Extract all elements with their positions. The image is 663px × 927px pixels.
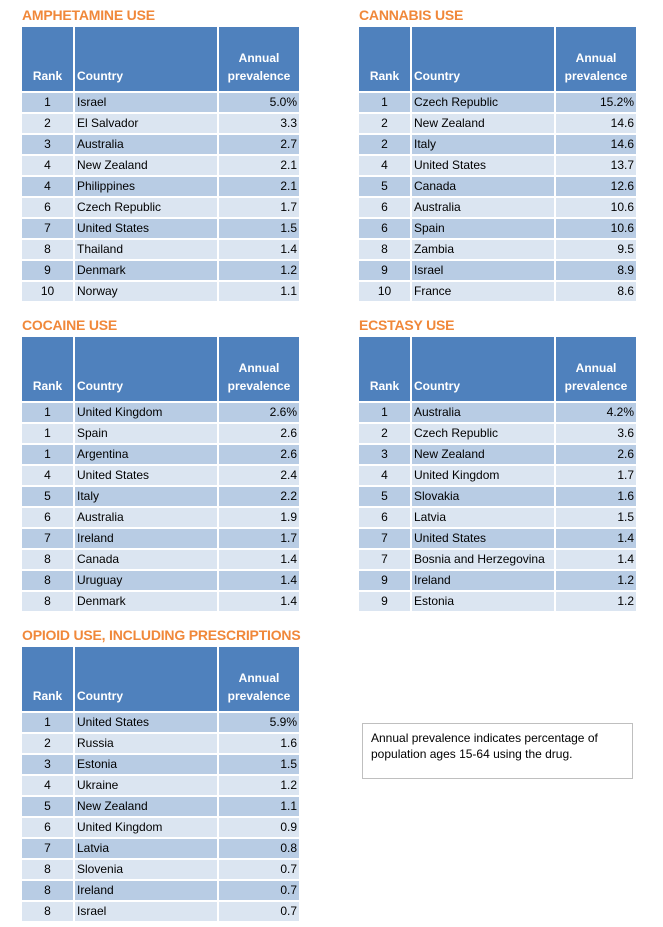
table-row xyxy=(22,592,299,611)
country-cell: Australia xyxy=(412,403,554,422)
rank-cell: 3 xyxy=(359,445,410,464)
table-row xyxy=(22,571,299,590)
rank-cell: 7 xyxy=(359,550,410,569)
prevalence-header-line1: Annual xyxy=(238,51,280,65)
table-row xyxy=(22,487,299,506)
table-title: AMPHETAMINE USE xyxy=(22,7,155,23)
rank-cell: 6 xyxy=(359,198,410,217)
prevalence-header-line2: prevalence xyxy=(227,689,291,703)
prevalence-header xyxy=(556,337,636,401)
country-cell: Norway xyxy=(75,282,217,301)
table-row xyxy=(22,776,299,795)
country-cell: Australia xyxy=(412,198,554,217)
table-row xyxy=(22,902,299,921)
table-row xyxy=(359,424,636,443)
table-title: ECSTASY USE xyxy=(359,317,455,333)
prevalence-cell: 2.6 xyxy=(219,424,299,443)
table-row xyxy=(22,713,299,732)
country-header: Country xyxy=(412,27,554,91)
prevalence-cell: 4.2% xyxy=(556,403,636,422)
prevalence-header xyxy=(219,647,299,711)
prevalence-cell: 1.9 xyxy=(219,508,299,527)
table-row xyxy=(359,403,636,422)
prevalence-cell: 1.1 xyxy=(219,797,299,816)
table-row xyxy=(22,734,299,753)
prevalence-cell: 0.8 xyxy=(219,839,299,858)
table-row xyxy=(22,135,299,154)
country-cell: France xyxy=(412,282,554,301)
rank-header: Rank xyxy=(359,337,410,401)
rank-cell: 8 xyxy=(22,860,73,879)
prevalence-cell: 13.7 xyxy=(556,156,636,175)
country-cell: United States xyxy=(75,713,217,732)
header-row xyxy=(22,647,299,711)
rank-cell: 8 xyxy=(22,240,73,259)
table-row xyxy=(22,282,299,301)
country-cell: Czech Republic xyxy=(412,424,554,443)
prevalence-header-line2: prevalence xyxy=(227,379,291,393)
rank-cell: 9 xyxy=(359,261,410,280)
country-cell: Ireland xyxy=(75,529,217,548)
country-cell: Ukraine xyxy=(75,776,217,795)
country-cell: Canada xyxy=(75,550,217,569)
ranking-table xyxy=(20,335,301,613)
rank-cell: 9 xyxy=(359,571,410,590)
ranking-table xyxy=(20,645,301,923)
prevalence-cell: 1.2 xyxy=(219,776,299,795)
prevalence-cell: 1.4 xyxy=(556,550,636,569)
prevalence-cell: 14.6 xyxy=(556,135,636,154)
prevalence-cell: 2.7 xyxy=(219,135,299,154)
rank-cell: 6 xyxy=(22,198,73,217)
opioid-section xyxy=(22,625,299,923)
country-cell: Latvia xyxy=(412,508,554,527)
rank-cell: 2 xyxy=(359,135,410,154)
table-row xyxy=(22,219,299,238)
country-cell: New Zealand xyxy=(412,114,554,133)
table-title: CANNABIS USE xyxy=(359,7,464,23)
table-row xyxy=(359,550,636,569)
table-row xyxy=(22,445,299,464)
prevalence-cell: 2.4 xyxy=(219,466,299,485)
country-cell: United Kingdom xyxy=(412,466,554,485)
prevalence-cell: 10.6 xyxy=(556,219,636,238)
prevalence-cell: 1.7 xyxy=(219,198,299,217)
rank-cell: 8 xyxy=(22,881,73,900)
country-cell: El Salvador xyxy=(75,114,217,133)
table-row xyxy=(22,177,299,196)
rank-cell: 6 xyxy=(359,508,410,527)
country-cell: Slovenia xyxy=(75,860,217,879)
prevalence-cell: 10.6 xyxy=(556,198,636,217)
country-cell: Australia xyxy=(75,508,217,527)
country-cell: Latvia xyxy=(75,839,217,858)
country-cell: Denmark xyxy=(75,592,217,611)
rank-cell: 3 xyxy=(22,135,73,154)
table-row xyxy=(359,529,636,548)
rank-cell: 5 xyxy=(22,797,73,816)
table-row xyxy=(22,261,299,280)
country-cell: United States xyxy=(75,466,217,485)
rank-cell: 4 xyxy=(359,156,410,175)
table-row xyxy=(22,403,299,422)
prevalence-cell: 1.1 xyxy=(219,282,299,301)
rank-header: Rank xyxy=(22,647,73,711)
country-header: Country xyxy=(412,337,554,401)
rank-cell: 1 xyxy=(359,93,410,112)
prevalence-cell: 8.9 xyxy=(556,261,636,280)
prevalence-cell: 2.1 xyxy=(219,177,299,196)
ecstasy-section xyxy=(359,315,636,613)
country-cell: Estonia xyxy=(75,755,217,774)
rank-cell: 8 xyxy=(359,240,410,259)
country-cell: United Kingdom xyxy=(75,818,217,837)
prevalence-cell: 1.6 xyxy=(556,487,636,506)
country-cell: Spain xyxy=(412,219,554,238)
rank-cell: 7 xyxy=(22,839,73,858)
rank-cell: 2 xyxy=(22,734,73,753)
rank-cell: 4 xyxy=(22,177,73,196)
country-cell: Uruguay xyxy=(75,571,217,590)
prevalence-header-line2: prevalence xyxy=(564,69,628,83)
rank-cell: 2 xyxy=(22,114,73,133)
country-cell: Italy xyxy=(412,135,554,154)
ranking-table xyxy=(357,335,638,613)
table-row xyxy=(22,198,299,217)
country-header: Country xyxy=(75,27,217,91)
country-cell: Czech Republic xyxy=(412,93,554,112)
table-row xyxy=(359,508,636,527)
table-row xyxy=(22,424,299,443)
prevalence-cell: 1.4 xyxy=(556,529,636,548)
amphetamine-section xyxy=(22,5,299,303)
prevalence-cell: 12.6 xyxy=(556,177,636,196)
table-row xyxy=(359,445,636,464)
prevalence-cell: 0.7 xyxy=(219,902,299,921)
rank-header: Rank xyxy=(22,27,73,91)
rank-cell: 1 xyxy=(22,445,73,464)
country-cell: Israel xyxy=(75,902,217,921)
prevalence-cell: 1.2 xyxy=(556,592,636,611)
table-row xyxy=(22,818,299,837)
country-cell: Australia xyxy=(75,135,217,154)
table-row xyxy=(22,466,299,485)
prevalence-cell: 5.0% xyxy=(219,93,299,112)
table-row xyxy=(22,156,299,175)
prevalence-cell: 2.2 xyxy=(219,487,299,506)
country-cell: Czech Republic xyxy=(75,198,217,217)
rank-cell: 4 xyxy=(22,156,73,175)
prevalence-note: Annual prevalence indicates percentage of population ages 15-64 using the drug. xyxy=(362,723,633,779)
rank-cell: 5 xyxy=(22,487,73,506)
country-cell: Italy xyxy=(75,487,217,506)
prevalence-cell: 1.7 xyxy=(556,466,636,485)
rank-cell: 6 xyxy=(22,818,73,837)
table-row xyxy=(359,93,636,112)
country-cell: Philippines xyxy=(75,177,217,196)
prevalence-cell: 0.7 xyxy=(219,881,299,900)
prevalence-cell: 9.5 xyxy=(556,240,636,259)
rank-cell: 8 xyxy=(22,902,73,921)
table-title: COCAINE USE xyxy=(22,317,118,333)
table-row xyxy=(359,487,636,506)
cannabis-section xyxy=(359,5,636,303)
table-row xyxy=(22,797,299,816)
prevalence-header xyxy=(219,27,299,91)
rank-cell: 9 xyxy=(359,592,410,611)
country-cell: United States xyxy=(75,219,217,238)
country-cell: United Kingdom xyxy=(75,403,217,422)
table-row xyxy=(359,466,636,485)
rank-cell: 1 xyxy=(22,93,73,112)
table-row xyxy=(22,529,299,548)
table-row xyxy=(22,508,299,527)
prevalence-cell: 15.2% xyxy=(556,93,636,112)
table-row xyxy=(359,198,636,217)
rank-cell: 4 xyxy=(22,776,73,795)
table-row xyxy=(22,860,299,879)
country-cell: United States xyxy=(412,529,554,548)
table-row xyxy=(22,93,299,112)
prevalence-header-line2: prevalence xyxy=(227,69,291,83)
table-row xyxy=(359,261,636,280)
table-row xyxy=(359,219,636,238)
prevalence-cell: 1.5 xyxy=(219,219,299,238)
rank-cell: 1 xyxy=(22,424,73,443)
rank-header: Rank xyxy=(22,337,73,401)
rank-cell: 6 xyxy=(22,508,73,527)
prevalence-cell: 5.9% xyxy=(219,713,299,732)
rank-cell: 7 xyxy=(359,529,410,548)
rank-cell: 8 xyxy=(22,571,73,590)
prevalence-cell: 1.4 xyxy=(219,240,299,259)
country-header: Country xyxy=(75,647,217,711)
table-row xyxy=(359,282,636,301)
rank-cell: 6 xyxy=(359,219,410,238)
table-row xyxy=(22,240,299,259)
country-cell: Zambia xyxy=(412,240,554,259)
rank-cell: 10 xyxy=(359,282,410,301)
country-cell: Slovakia xyxy=(412,487,554,506)
table-title: OPIOID USE, INCLUDING PRESCRIPTIONS xyxy=(22,627,301,643)
prevalence-header-line2: prevalence xyxy=(564,379,628,393)
country-header: Country xyxy=(75,337,217,401)
rank-cell: 8 xyxy=(22,550,73,569)
rank-cell: 5 xyxy=(359,487,410,506)
rank-cell: 7 xyxy=(22,529,73,548)
prevalence-cell: 2.1 xyxy=(219,156,299,175)
rank-header: Rank xyxy=(359,27,410,91)
table-row xyxy=(359,592,636,611)
rank-cell: 7 xyxy=(22,219,73,238)
prevalence-cell: 1.5 xyxy=(219,755,299,774)
header-row xyxy=(359,337,636,401)
prevalence-cell: 0.7 xyxy=(219,860,299,879)
prevalence-header xyxy=(556,27,636,91)
country-cell: New Zealand xyxy=(75,797,217,816)
table-row xyxy=(359,135,636,154)
rank-cell: 8 xyxy=(22,592,73,611)
ranking-table xyxy=(20,25,301,303)
table-row xyxy=(22,755,299,774)
country-cell: United States xyxy=(412,156,554,175)
country-cell: Russia xyxy=(75,734,217,753)
table-row xyxy=(22,550,299,569)
rank-cell: 2 xyxy=(359,114,410,133)
country-cell: Israel xyxy=(412,261,554,280)
prevalence-cell: 3.6 xyxy=(556,424,636,443)
table-row xyxy=(359,156,636,175)
country-cell: Bosnia and Herzegovina xyxy=(412,550,554,569)
country-cell: Spain xyxy=(75,424,217,443)
prevalence-cell: 1.2 xyxy=(219,261,299,280)
prevalence-header-line1: Annual xyxy=(238,361,280,375)
prevalence-cell: 2.6 xyxy=(556,445,636,464)
country-cell: Ireland xyxy=(75,881,217,900)
table-row xyxy=(359,571,636,590)
country-cell: Thailand xyxy=(75,240,217,259)
prevalence-cell: 1.4 xyxy=(219,571,299,590)
header-row xyxy=(22,27,299,91)
prevalence-header-line1: Annual xyxy=(238,671,280,685)
table-row xyxy=(22,114,299,133)
country-cell: New Zealand xyxy=(412,445,554,464)
prevalence-cell: 14.6 xyxy=(556,114,636,133)
table-row xyxy=(359,114,636,133)
prevalence-cell: 8.6 xyxy=(556,282,636,301)
prevalence-cell: 1.7 xyxy=(219,529,299,548)
country-cell: Canada xyxy=(412,177,554,196)
prevalence-cell: 2.6% xyxy=(219,403,299,422)
prevalence-header xyxy=(219,337,299,401)
rank-cell: 1 xyxy=(22,713,73,732)
prevalence-header-line1: Annual xyxy=(575,51,617,65)
table-row xyxy=(22,839,299,858)
prevalence-cell: 1.4 xyxy=(219,550,299,569)
table-row xyxy=(359,240,636,259)
prevalence-cell: 0.9 xyxy=(219,818,299,837)
country-cell: Denmark xyxy=(75,261,217,280)
country-cell: Estonia xyxy=(412,592,554,611)
header-row xyxy=(359,27,636,91)
rank-cell: 3 xyxy=(22,755,73,774)
prevalence-cell: 1.4 xyxy=(219,592,299,611)
prevalence-header-line1: Annual xyxy=(575,361,617,375)
rank-cell: 2 xyxy=(359,424,410,443)
table-row xyxy=(359,177,636,196)
rank-cell: 1 xyxy=(359,403,410,422)
prevalence-cell: 3.3 xyxy=(219,114,299,133)
prevalence-cell: 2.6 xyxy=(219,445,299,464)
rank-cell: 5 xyxy=(359,177,410,196)
ranking-table xyxy=(357,25,638,303)
rank-cell: 1 xyxy=(22,403,73,422)
prevalence-cell: 1.5 xyxy=(556,508,636,527)
country-cell: Israel xyxy=(75,93,217,112)
header-row xyxy=(22,337,299,401)
rank-cell: 10 xyxy=(22,282,73,301)
rank-cell: 4 xyxy=(22,466,73,485)
country-cell: Ireland xyxy=(412,571,554,590)
prevalence-cell: 1.2 xyxy=(556,571,636,590)
cocaine-section xyxy=(22,315,299,613)
country-cell: New Zealand xyxy=(75,156,217,175)
country-cell: Argentina xyxy=(75,445,217,464)
table-row xyxy=(22,881,299,900)
prevalence-cell: 1.6 xyxy=(219,734,299,753)
rank-cell: 9 xyxy=(22,261,73,280)
rank-cell: 4 xyxy=(359,466,410,485)
